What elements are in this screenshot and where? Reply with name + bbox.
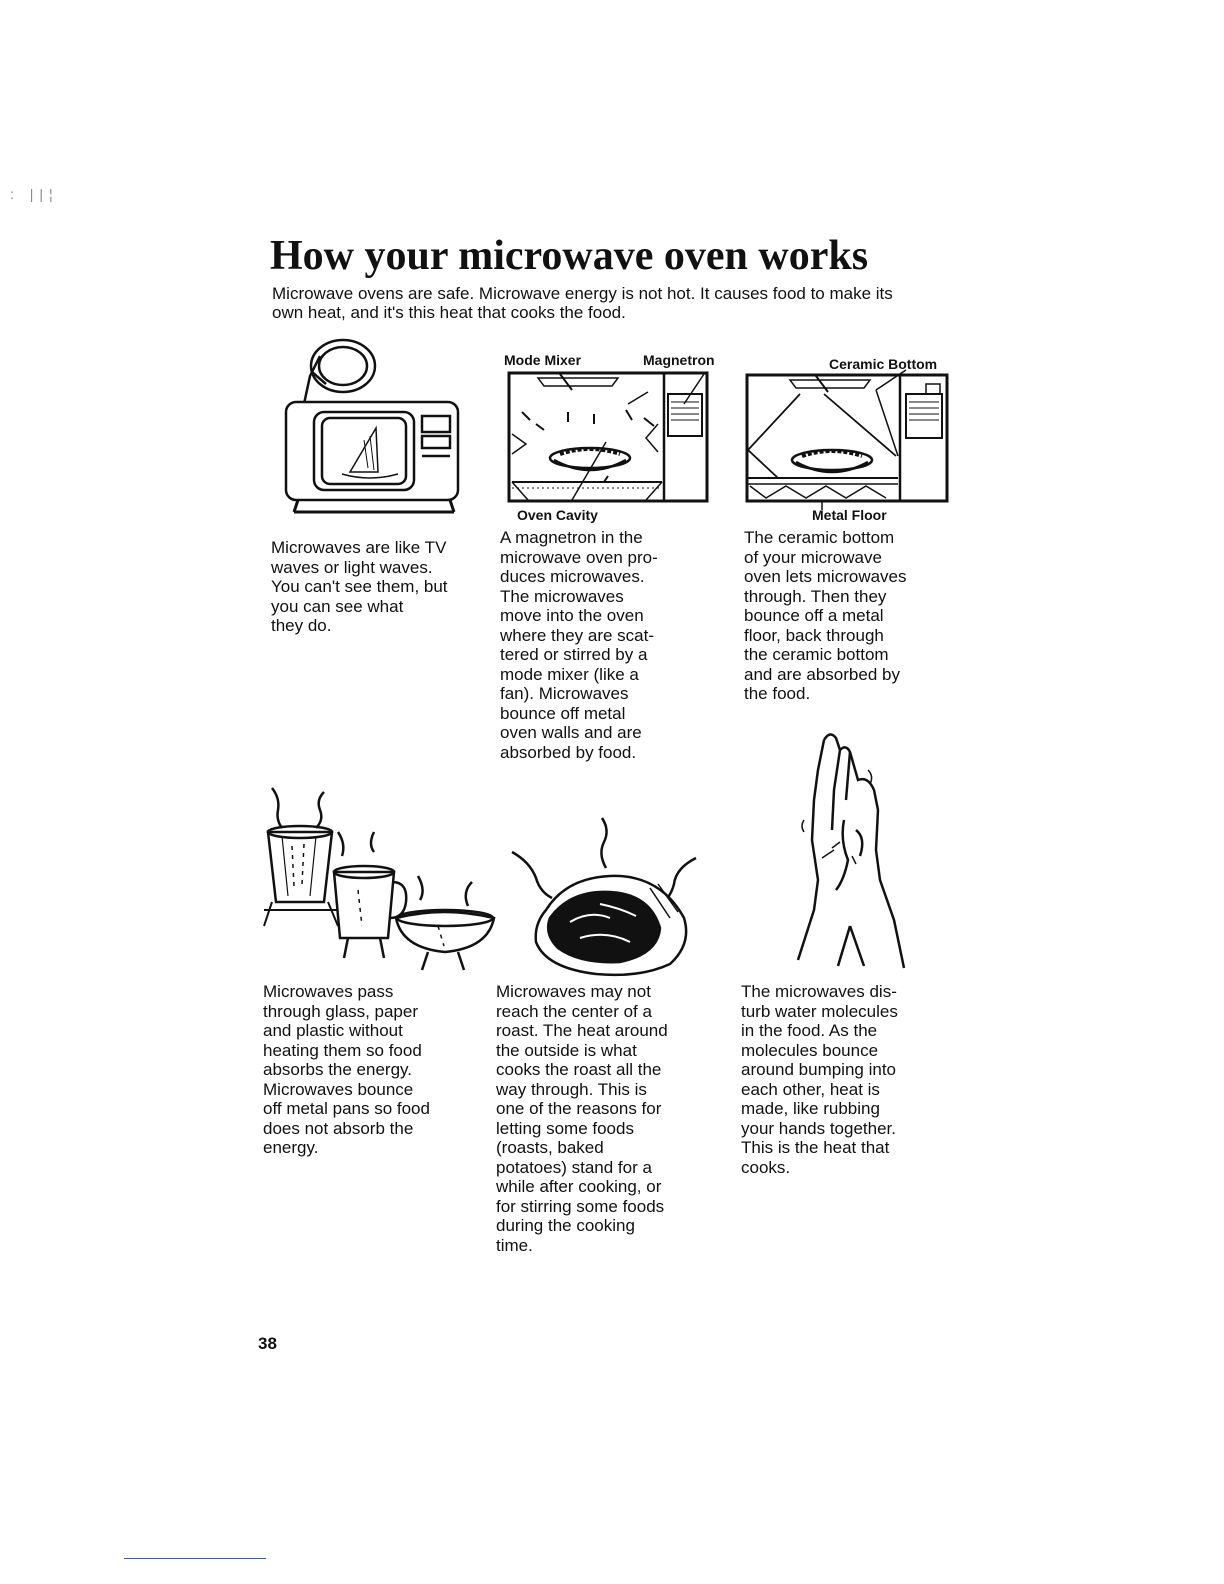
glass-caption: Microwaves pass through glass, paper and plastic without heating them so food absorbs the energy. Microwaves bounce off metal pans so food does not absorb the energy. [263, 982, 430, 1157]
page-title: How your microwave oven works [270, 233, 869, 279]
intro-paragraph: Microwave ovens are safe. Microwave energy is not hot. It causes food to make its own heat, and it's this heat that cooks the food. [272, 284, 893, 322]
ceramic-caption: The ceramic bottom of your microwave oven lets microwaves through. Then they bounce off a metal floor, back through the ceramic bottom and are absorbed by the food. [744, 528, 907, 703]
tv-lamp-illustration [280, 336, 465, 526]
ceramic-bottom-diagram [746, 374, 950, 504]
label-oven-cavity: Oven Cavity [517, 507, 598, 523]
rubbing-hands-illustration [784, 730, 914, 970]
roast-caption: Microwaves may not reach the center of a roast. The heat around the outside is what cooks the roast all the way through. This is one of the reasons for letting some foods (roasts, baked potatoes) stand for a while after cooking, or for stirring some foods during the cooking time. [496, 982, 668, 1255]
oven-caption: A magnetron in the microwave oven pro- duces microwaves. The microwaves move into the oven where they are scat- tered or stirred by a mode mixer (like a fan). Microwaves bounce off metal oven walls and are absorbed by food. [500, 528, 658, 762]
glassware-illustration [262, 786, 482, 976]
tv-caption: Microwaves are like TV waves or light waves. You can't see them, but you can see what they do. [271, 538, 448, 635]
scan-margin-marks: : ||¦ [10, 186, 59, 202]
label-mode-mixer: Mode Mixer [504, 352, 582, 368]
label-magnetron: Magnetron [643, 352, 715, 368]
hands-caption: The microwaves dis- turb water molecules in the food. As the molecules bounce around bumping into each other, heat is made, like rubbing your hands together. This is the heat that cooks. [741, 982, 898, 1177]
footer-rule [124, 1558, 266, 1559]
label-ceramic-bottom: Ceramic Bottom [829, 356, 938, 372]
page-number: 38 [258, 1334, 277, 1353]
label-metal-floor: Metal Floor [812, 507, 887, 523]
oven-cavity-diagram [508, 372, 710, 504]
roast-illustration [510, 818, 706, 974]
